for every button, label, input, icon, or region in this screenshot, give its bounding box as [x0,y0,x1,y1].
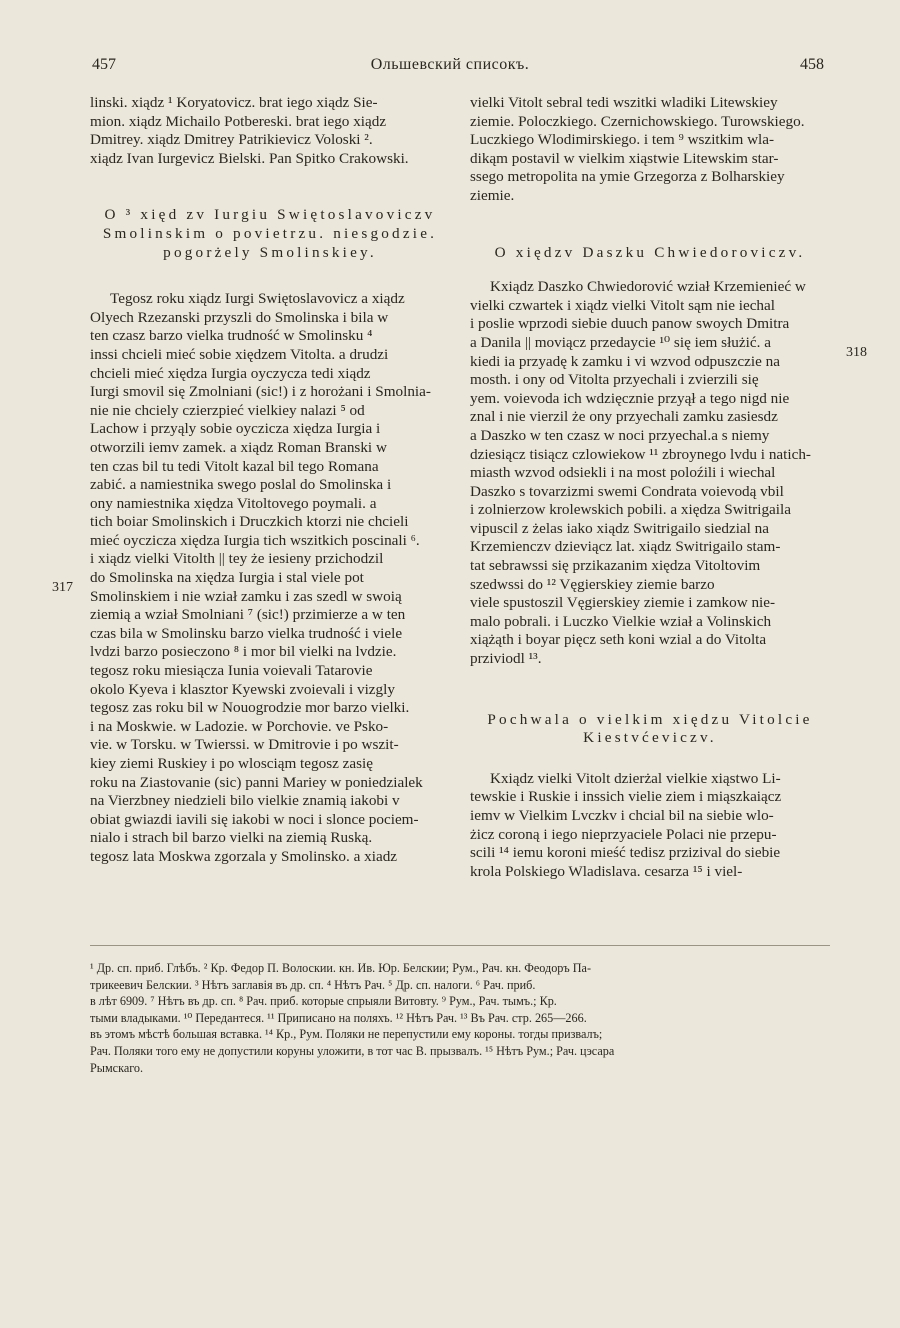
margin-number-right: 318 [846,345,867,360]
right-paragraph-3: Kxiądz vielki Vitolt dzierżal vielkie xiąstwo Li- tewskie i Ruskie i inssich vielie ziem i miąszkaiącz iemv w Vielkim Lvczkv i chcial bil na siebie wlo- żicz coroną i iego nieprzyaciele Polaci nie przepu- scili ¹⁴ iemu koroni mieść tedisz przizival do siebie krola Polskiego Wladislava. cesarza ¹⁵ i viel- [470,769,782,880]
right-paragraph-1: vielki Vitolt sebral tedi wszitki wladiki Litewskiey ziemie. Poloczkiego. Czernichowskiego. Turowskiego. Luczkiego Wlodimirskiego. i tem ⁹ wszitkim wla- dikąm postavil w vielkim xiąstwie Litewskim star- ssego metropolita na ymie Grzegorza z Bolharskiey ziemie. [470,94,805,204]
running-title: Ольшевский списокъ. [370,56,530,73]
footnotes: ¹ Др. сп. приб. Глѣбъ. ² Кр. Федор П. Волоскии. кн. Ив. Юр. Белскии; Рум., Рач. кн. Феодоръ Па- трикеевич Белскии. ³ Нѣтъ заглавія въ др. сп. ⁴ Нѣтъ Рач. ⁵ Др. сп. налоги. ⁶ Рач. приб. в лѣт 6909. ⁷ Нѣтъ въ др. сп. ⁸ Рач. приб. которые спрыяли Витовту. ⁹ Рум., Рач. тымъ.; Кр. тыми владыками. ¹⁰ Передантеся. ¹¹ Приписано на поляхъ. ¹² Нѣтъ Рач. ¹³ Въ Рач. стр. 265—266. въ этомъ мѣстѣ большая вставка. ¹⁴ Кр., Рум. Поляки не перепустили ему короны. тогды призвалъ; Рач. Поляки того ему не допустили коруны уложити, в тот час В. прызвалъ. ¹⁵ Нѣтъ Рум.; Рач. цэсара Рымскаго. [90,961,615,1075]
left-paragraph-2: Tegosz roku xiądz Iurgi Swiętoslavovicz a xiądz Olyech Rzezanski przyszli do Smolinska i bila w ten czasz barzo vielka trudność w Smolinsku ⁴ inssi chcieli mieć sobie xiędzem Vitolta. a drudzi chcieli mieć xiędza Iurgia oyczycza tedi xiądz Iurgi smovil się Zmolniani (sic!) i z horożani i Smolnia- nie nie chciely czierzpieć vielkiey nalazi ⁵ od Lachow i przyąly sobie oyczicza xiędza Iurgia i otworzili iemv zamek. a xiądz Roman Branski w ten czas bil tu tedi Vitolt kazal bil tego Romana zabić. a namiestnika swego poslal do Smolinska i ony namiestnika xiędza Vitoltovego poymali. a tich boiar Smolinskich i Druczkich ktorzi nie chcieli mieć oyczicza xiędza Iurgia tich wszitkich poscinali ⁶. i xiądz vielki Vitolth || tey że iesieny przichodzil do Smolinska na xiędza Iurgia i stal viele pot Smolinskiem i nie wział zamku i zas szedl w swoią ziemią a wział Smolniani ⁷ (sic!) przimierze a w ten czas bila w Smolinsku barzo vielka trudność i viele lvdzi barzo posieczono ⁸ i mor bil vielki na lvdzie. tegosz roku miesiącza Iunia voievali Tatarovie okolo Kyeva i klasztor Kyewski zvoievali i vizgly tegosz zas roku bil w Nouogrodzie mor barzo vielki. i na Moskwie. w Ladozie. w Porchovie. ve Psko- vie. w Torsku. w Twierssi. w Dmitrovie i po wszit- kiey ziemi Ruskiey i po wlosciąm tegosz zasię roku na Ziastovanie (sic) panni Mariey w poniedzialek na Vierzbney niedzieli bilo vielkie znamią iakobi v obiat gwiazdi iavili się iakobi w noci i slonce pociem- nialo i strach bil barzo vielki na ziemią Ruską. tegosz lata Moskwa zgorzala y Smolinsko. a xiadz [90,290,431,865]
left-paragraph-1: linski. xiądz ¹ Koryatovicz. brat iego xiądz Sie- mion. xiądz Michailo Potbereski. brat iego xiądz Dmitrey. xiądz Dmitrey Patrikievicz Voloski ². xiądz Ivan Iurgevicz Bielski. Pan Spitko Crakowski. [90,94,409,167]
section-heading-vitolt: Pochwala o vielkim xiędzu Vitolcie Kiestvćeviczv. [487,710,813,747]
footnote-divider [90,945,830,946]
left-column [90,94,450,867]
page-number-right: 458 [800,56,824,73]
right-column [470,94,830,881]
margin-number-left: 317 [52,580,73,595]
page-number-left: 457 [92,56,116,73]
section-heading-daszko: O xiędzv Daszku Chwiedoroviczv. [494,243,806,261]
right-paragraph-2: Kxiądz Daszko Chwiedorović wział Krzemienieć w vielki czwartek i xiądz vielki Vitolt sąm nie iechal i poslie wprzodi siebie duuch panow swoych Dmitra a Danila || moviącz przedaycie ¹⁰ się iem służić. a kiedi ia przyadę k zamku i vi wzvod odpuszczie na mosth. i ony od Vitolta przyechali i zvierzili się yem. voievoda ich wdzięcznie przyął a tego nigd nie znal i nie vierzil że ony przyechali zamku zasiesdz a Daszko w ten czasz w noci przyechal.a s niemy dziesiącz tisiącz czlowiekow ¹¹ zbroynego lvdu i natich- miasth wzvod odsiekli i na most poloźili i wiechal Daszko s tovarzizmi swemi Condrata voievodą vbil i zolnierzow krolewskich pobili. a xiędza Switrigaila vipuscil z żelas iako xiądz Switrigailo siedzial na Krzemienczv dzieviącz lat. xiądz Switrigailo stam- tat sebrawssi się przikazanim xiędza Vitoltovim szedwssi do ¹² Vęgierskiey ziemie barzo viele spustoszil Vęgierskiey ziemie i zamkow nie- malo pobrali. i Luczko Vielkie wział a Volinskich xiążąth i boyar pięcz seth koni wzial a do Vitolta prziviodl ¹³. [470,278,811,668]
section-heading-iurgi: O ³ xięd zv Iurgiu Swiętoslavoviczv Smolinskim o povietrzu. niesgodzie. pogorżely Smolinskiey. [102,206,438,261]
